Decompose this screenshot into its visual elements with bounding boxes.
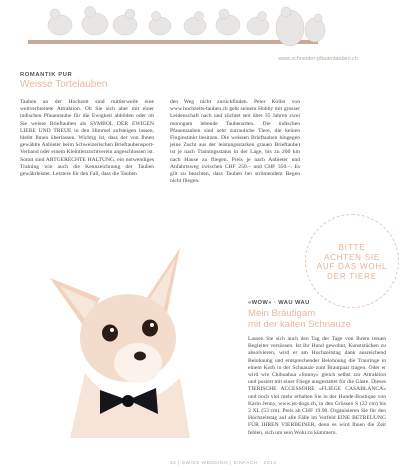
callout-text	[305, 243, 399, 281]
wow-title-line-1: Mein Bräutigam	[248, 308, 316, 319]
callout-line: ACHTEN SIE	[323, 252, 380, 262]
photo-credit: www.schneider-pfauentauben.ch	[278, 56, 358, 62]
wow-kicker: «WOW» · WAU WAU	[248, 300, 310, 306]
section-kicker: ROMANTIK PUR	[20, 72, 73, 78]
wow-title	[248, 308, 398, 330]
callout-line: BITTE	[338, 243, 366, 252]
article-column-1: Tauben an der Hochzeit sind mittlerweile eine weitverbreitete Attraktion. Ob Sie sich aber mit einer indischen Pfauentaube für die Ewigkeit abbilden oder ob Sie weisse Brieftauben als SYMBOL DER EWIGEN LIEBE UND TREUE in den Himmel aufsteigen lassen, bleibt Ihnen überlassen. Wichtig ist, dass der von Ihnen gewählte Anbieter beim Schweizerischen Brieftaubensport-Verband oder einem Kleintierzuchtverein angeschlossen ist. Somit sind ARTGERECHTE HALTUNG, ein notwendiges Training wie auch die Kennzeichnung der Tauben gewährleistet. Letztere für den Fall, dass die Tauben	[20, 99, 154, 178]
page-footer: 22 | SWISS WEDDING | EINFACH · 2014	[170, 461, 277, 466]
callout-line: DER TIERE	[327, 271, 377, 281]
article-title: Weisse Tortelauben	[20, 79, 108, 90]
chihuahua-photo	[30, 238, 205, 438]
wow-title-line-2: mit der kalten Schnauze	[248, 319, 351, 330]
wow-body: Lassen Sie sich auch den Tag der Tage von Ihrem treuen Begleiter versüssen. Ist Ihr Hund gewohnt, Kunststücken zu absolvieren, wird er am Hochzeitstag dank ausreichend Belohnung und entsprechender Belohnung die Trauringe in einem Korb in der Schnauze zum Brautpaar tragen. Oder er wird wie Chihuahua «Sunny» gleich selbst zur Attraktion und posiert mit einer Fliege ausgestattet für die Gäste. Dieses TIERISCHE ACCESSOIRE «FLIEGE CASABLANCA» und noch viel mehr erhalten Sie in der Hunde-Boutique von Karin Jenny, www.jst-dogs.ch, in den Grössen S (23 cm) bis 3 XL (53 cm). Preis ab CHF 19.90. Organisieren Sie für den Hochzeitstag auf alle Fälle im Vorfeld EINE BETREUUNG FÜR IHREN VIERBEINER, denn es wird Ihnen die Zeit fehlen, sich um sein Wohl zu kümmern.	[248, 336, 386, 436]
perch-bar	[28, 40, 318, 44]
article-column-2: den Weg nicht zurückfinden. Peter Koller von www.hochzeits-tauben.ch geht seinem Hobby mit grosser Leidenschaft nach und züchtet seit über 35 Jahren zwei monogam lebende Taubenarten. Die indischen Pfauentauben sind sehr zutrauliche Tiere, die keinen Fluginstinkt besitzen. Die weissen Brieftauben hingegen jeine Zucht aus der leistungsstarken grauen Brieftaube) ist je nach Trainingsstatus in der Lage, bis zu 200 km nach Hause zu fliegen. Preis je nach Anbieter und Anfahrtsweg zwischen CHF 250.– und CHF 350.–. Es gilt zu beachten, dass Tauben bei strömendem Regen nicht fliegen.	[170, 99, 300, 185]
callout-line: AUF DAS WOHL	[316, 262, 388, 272]
